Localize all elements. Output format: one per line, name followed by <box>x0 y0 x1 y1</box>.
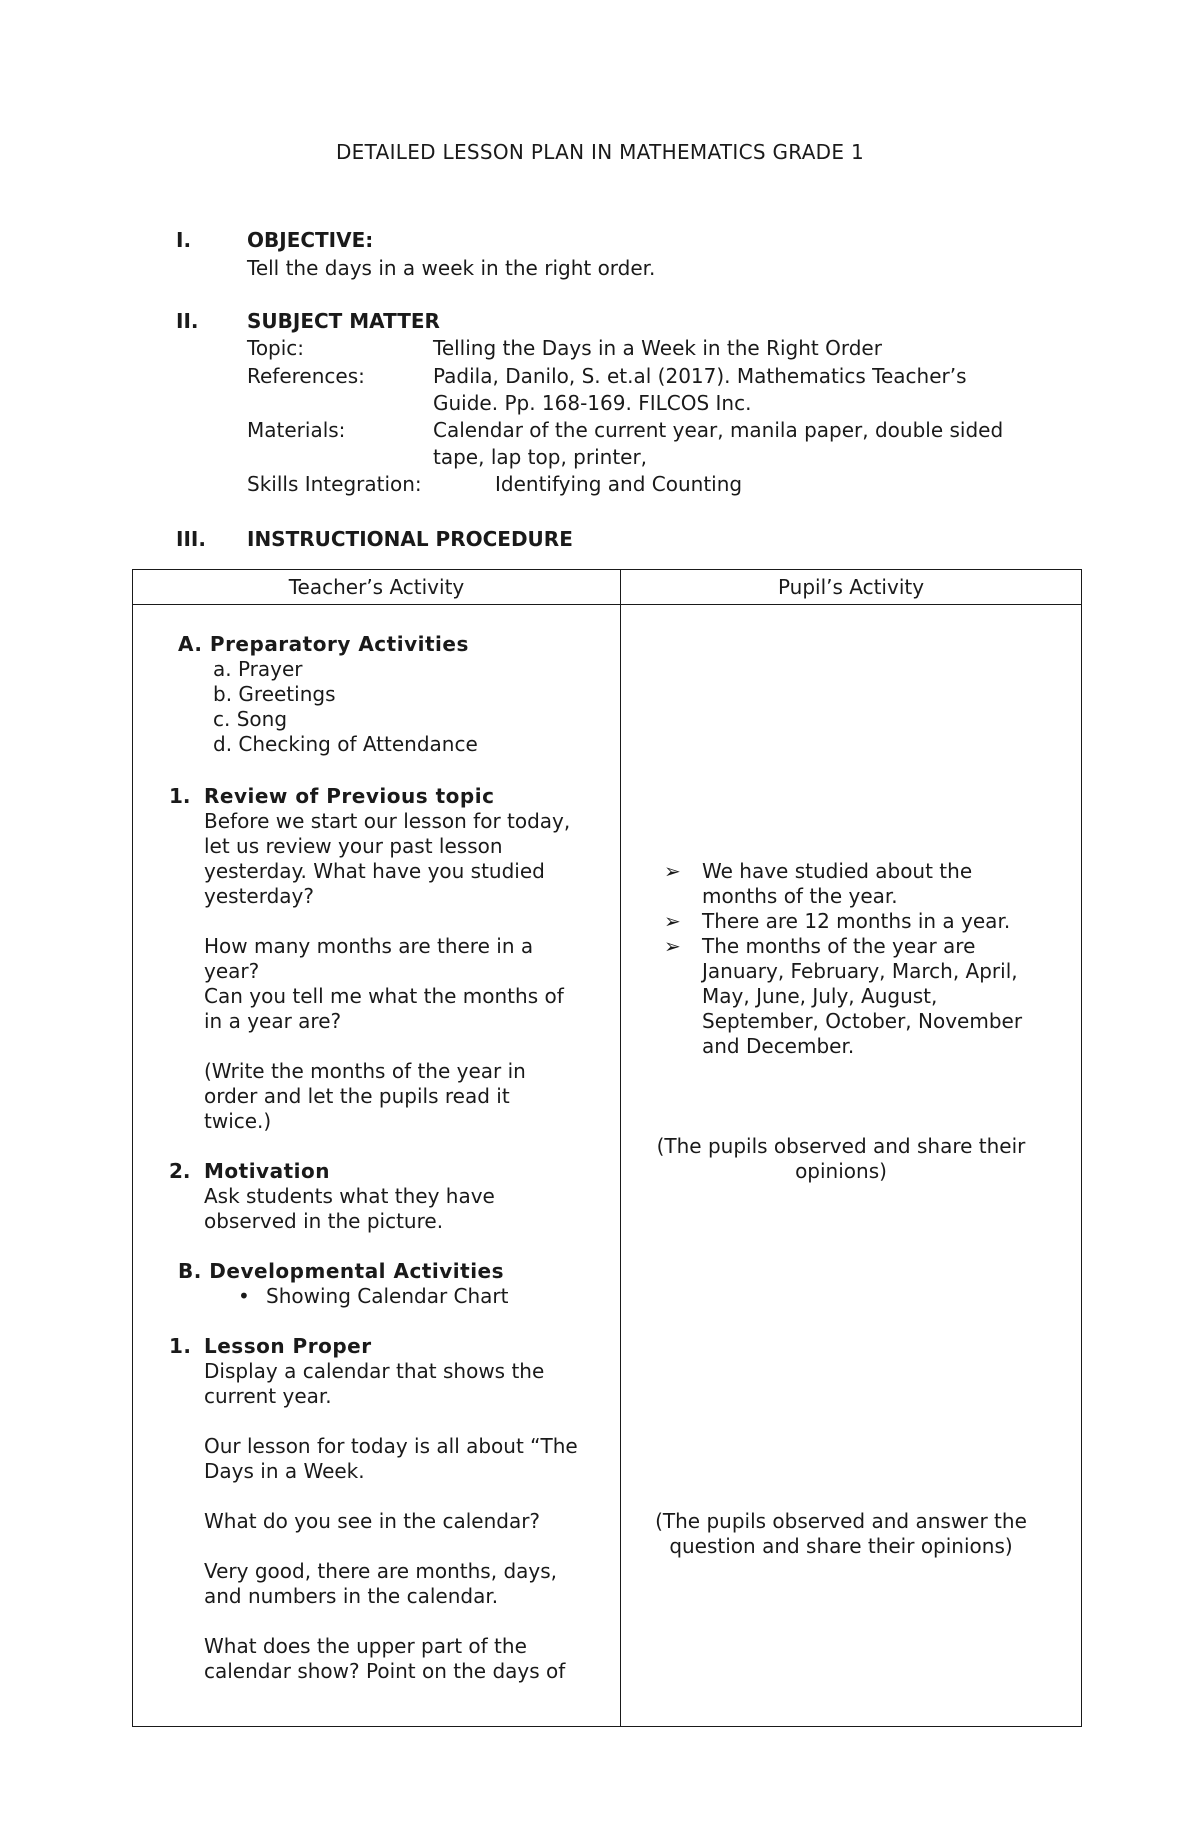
paragraph-line: Before we start our lesson for today, <box>204 809 571 833</box>
paragraph-line: How many months are there in a <box>204 934 534 958</box>
paragraph-line: Can you tell me what the months of <box>204 984 564 1008</box>
list-number: 2. <box>169 1159 191 1183</box>
list-item: b. Greetings <box>213 682 336 706</box>
references-label: References: <box>247 364 365 388</box>
answer-line: and December. <box>702 1034 855 1058</box>
preparatory-heading: A. Preparatory Activities <box>178 632 469 656</box>
answer-line: The months of the year are <box>702 934 976 958</box>
paragraph-line: twice.) <box>204 1109 272 1133</box>
paragraph-line: yesterday. What have you studied <box>204 859 545 883</box>
list-item: c. Song <box>213 707 288 731</box>
arrow-bullet-icon: ➢ <box>664 909 681 933</box>
observation-line: (The pupils observed and share their <box>656 1134 1026 1158</box>
paragraph-line: calendar show? Point on the days of <box>204 1659 566 1683</box>
section-number: I. <box>176 228 192 252</box>
paragraph-line: What do you see in the calendar? <box>204 1509 541 1533</box>
paragraph-line: year? <box>204 959 260 983</box>
teacher-activity-header: Teacher’s Activity <box>133 570 621 605</box>
paragraph-line: What does the upper part of the <box>204 1634 527 1658</box>
answer-line: We have studied about the <box>702 859 973 883</box>
list-number: 1. <box>169 1334 192 1358</box>
materials-value: Calendar of the current year, manila paper, double sided <box>433 418 1004 442</box>
bullet-icon: • <box>238 1284 250 1308</box>
observation-line: opinions) <box>795 1159 887 1183</box>
motivation-heading: Motivation <box>204 1159 330 1183</box>
section-number: II. <box>176 309 199 333</box>
review-heading: Review of Previous topic <box>204 784 495 808</box>
paragraph-line: Ask students what they have <box>204 1184 495 1208</box>
answer-line: September, October, November <box>702 1009 1023 1033</box>
paragraph-line: observed in the picture. <box>204 1209 444 1233</box>
procedure-table <box>132 569 1082 1727</box>
answer-line: months of the year. <box>702 884 898 908</box>
references-value: Guide. Pp. 168-169. FILCOS Inc. <box>433 391 752 415</box>
materials-value: tape, lap top, printer, <box>433 445 648 469</box>
paragraph-line: (Write the months of the year in <box>204 1059 526 1083</box>
paragraph-line: and numbers in the calendar. <box>204 1584 499 1608</box>
paragraph-line: Display a calendar that shows the <box>204 1359 545 1383</box>
lesson-heading: Lesson Proper <box>204 1334 372 1358</box>
skills-label: Skills Integration: <box>247 472 422 496</box>
section-number: III. <box>176 527 206 551</box>
paragraph-line: order and let the pupils read it <box>204 1084 510 1108</box>
bullet-item: Showing Calendar Chart <box>266 1284 509 1308</box>
teacher-activity-cell <box>133 605 621 1727</box>
section-heading: INSTRUCTIONAL PROCEDURE <box>247 527 573 551</box>
paragraph-line: current year. <box>204 1384 332 1408</box>
paragraph-line: let us review your past lesson <box>204 834 503 858</box>
pupil-activity-header: Pupil’s Activity <box>621 570 1082 605</box>
list-item: a. Prayer <box>213 657 303 681</box>
developmental-heading: B. Developmental Activities <box>178 1259 505 1283</box>
list-number: 1. <box>169 784 191 808</box>
arrow-bullet-icon: ➢ <box>664 934 681 958</box>
answer-line: January, February, March, April, <box>702 959 1018 983</box>
answer-line: There are 12 months in a year. <box>702 909 1011 933</box>
list-item: d. Checking of Attendance <box>213 732 478 756</box>
skills-value: Identifying and Counting <box>495 472 743 496</box>
answer-line: May, June, July, August, <box>702 984 938 1008</box>
observation-line: (The pupils observed and answer the <box>655 1509 1027 1533</box>
observation-line: question and share their opinions) <box>669 1534 1013 1558</box>
pupil-activity-cell <box>621 605 1082 1727</box>
paragraph-line: Very good, there are months, days, <box>204 1559 558 1583</box>
references-value: Padila, Danilo, S. et.al (2017). Mathematics Teacher’s <box>433 364 967 388</box>
paragraph-line: Our lesson for today is all about “The <box>204 1434 578 1458</box>
paragraph-line: Days in a Week. <box>204 1459 365 1483</box>
section-heading: OBJECTIVE: <box>247 228 374 252</box>
topic-label: Topic: <box>247 336 305 360</box>
section-heading: SUBJECT MATTER <box>247 309 440 333</box>
paragraph-line: yesterday? <box>204 884 314 908</box>
materials-label: Materials: <box>247 418 346 442</box>
page-title: DETAILED LESSON PLAN IN MATHEMATICS GRADE 1 <box>335 140 864 164</box>
paragraph-line: in a year are? <box>204 1009 342 1033</box>
topic-value: Telling the Days in a Week in the Right Order <box>433 336 882 360</box>
arrow-bullet-icon: ➢ <box>664 859 681 883</box>
objective-text: Tell the days in a week in the right order. <box>247 256 656 280</box>
